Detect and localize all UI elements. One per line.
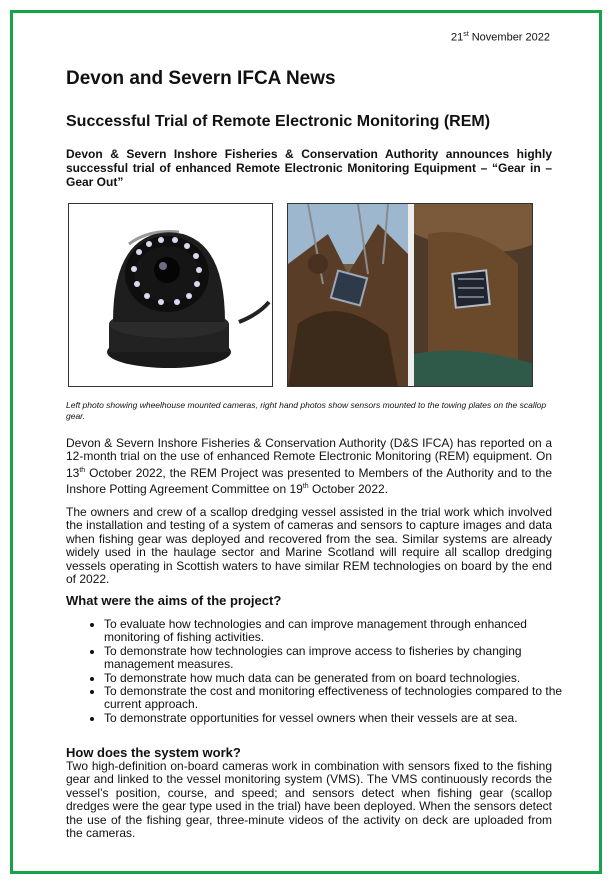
publication-date: 21st November 2022 bbox=[450, 31, 550, 44]
aims-heading: What were the aims of the project? bbox=[66, 593, 282, 608]
photo-caption: Left photo showing wheelhouse mounted cameras, right hand photos show sensors mounted to the towing plates on the scallop gear. bbox=[66, 400, 547, 421]
sensor-photos bbox=[287, 203, 533, 387]
aims-list-item: • To demonstrate how technologies can improve access to fisheries by changing management measures. bbox=[104, 645, 574, 672]
system-heading: How does the system work? bbox=[66, 745, 241, 760]
paragraph-crew: The owners and crew of a scallop dredging vessel assisted in the trial work which involved the installation and testing of a system of cameras and sensors to capture images and data when fishing gear was deployed and recovered from the sea. Similar systems are already widely used in the haulage sector and Marine Scotland will require all scallop dredging vessels operating in Scottish waters to have similar REM technologies on board by the end of 2022. bbox=[66, 505, 552, 587]
paragraph-system: Two high-definition on-board cameras work in combination with sensors fixed to the fishing gear and linked to the vessel monitoring system (VMS). The VMS continuously records the vessel’s position, course, and speed; and sensors detect when fishing gear (scallop dredges were the gear type used in the trial) have been deployed. When the sensors detect the use of the fishing gear, three-minute videos of the activity on deck are uploaded from the cameras. bbox=[66, 759, 552, 841]
newsletter-header: Devon and Severn IFCA News bbox=[66, 68, 336, 89]
article-intro: Devon & Severn Inshore Fisheries & Conservation Authority announces highly successful trial of enhanced Remote Electronic Monitoring Equipment – “Gear in – Gear Out” bbox=[66, 147, 552, 189]
paragraph-trial: Devon & Severn Inshore Fisheries & Conservation Authority (D&S IFCA) has reported on a 12-month trial on the use of enhanced Remote Electronic Monitoring (REM) equipment. On 13th October 2022, the REM Project was presented to Members of the Authority and to the Inshore Potting Agreement Committee on 19th October 2022. bbox=[66, 436, 552, 497]
aims-list bbox=[82, 618, 574, 725]
camera-photo bbox=[68, 203, 273, 387]
aims-list-item: • To demonstrate how much data can be generated from on board technologies. bbox=[104, 672, 574, 685]
aims-list-item: • To evaluate how technologies and can improve management through enhanced monitoring of fishing activities. bbox=[104, 618, 574, 645]
aims-list-item: • To demonstrate opportunities for vessel owners when their vessels are at sea. bbox=[104, 712, 574, 725]
aims-list-item: • To demonstrate the cost and monitoring effectiveness of technologies compared to the current approach. bbox=[104, 685, 574, 712]
article-title: Successful Trial of Remote Electronic Monitoring (REM) bbox=[66, 113, 491, 130]
